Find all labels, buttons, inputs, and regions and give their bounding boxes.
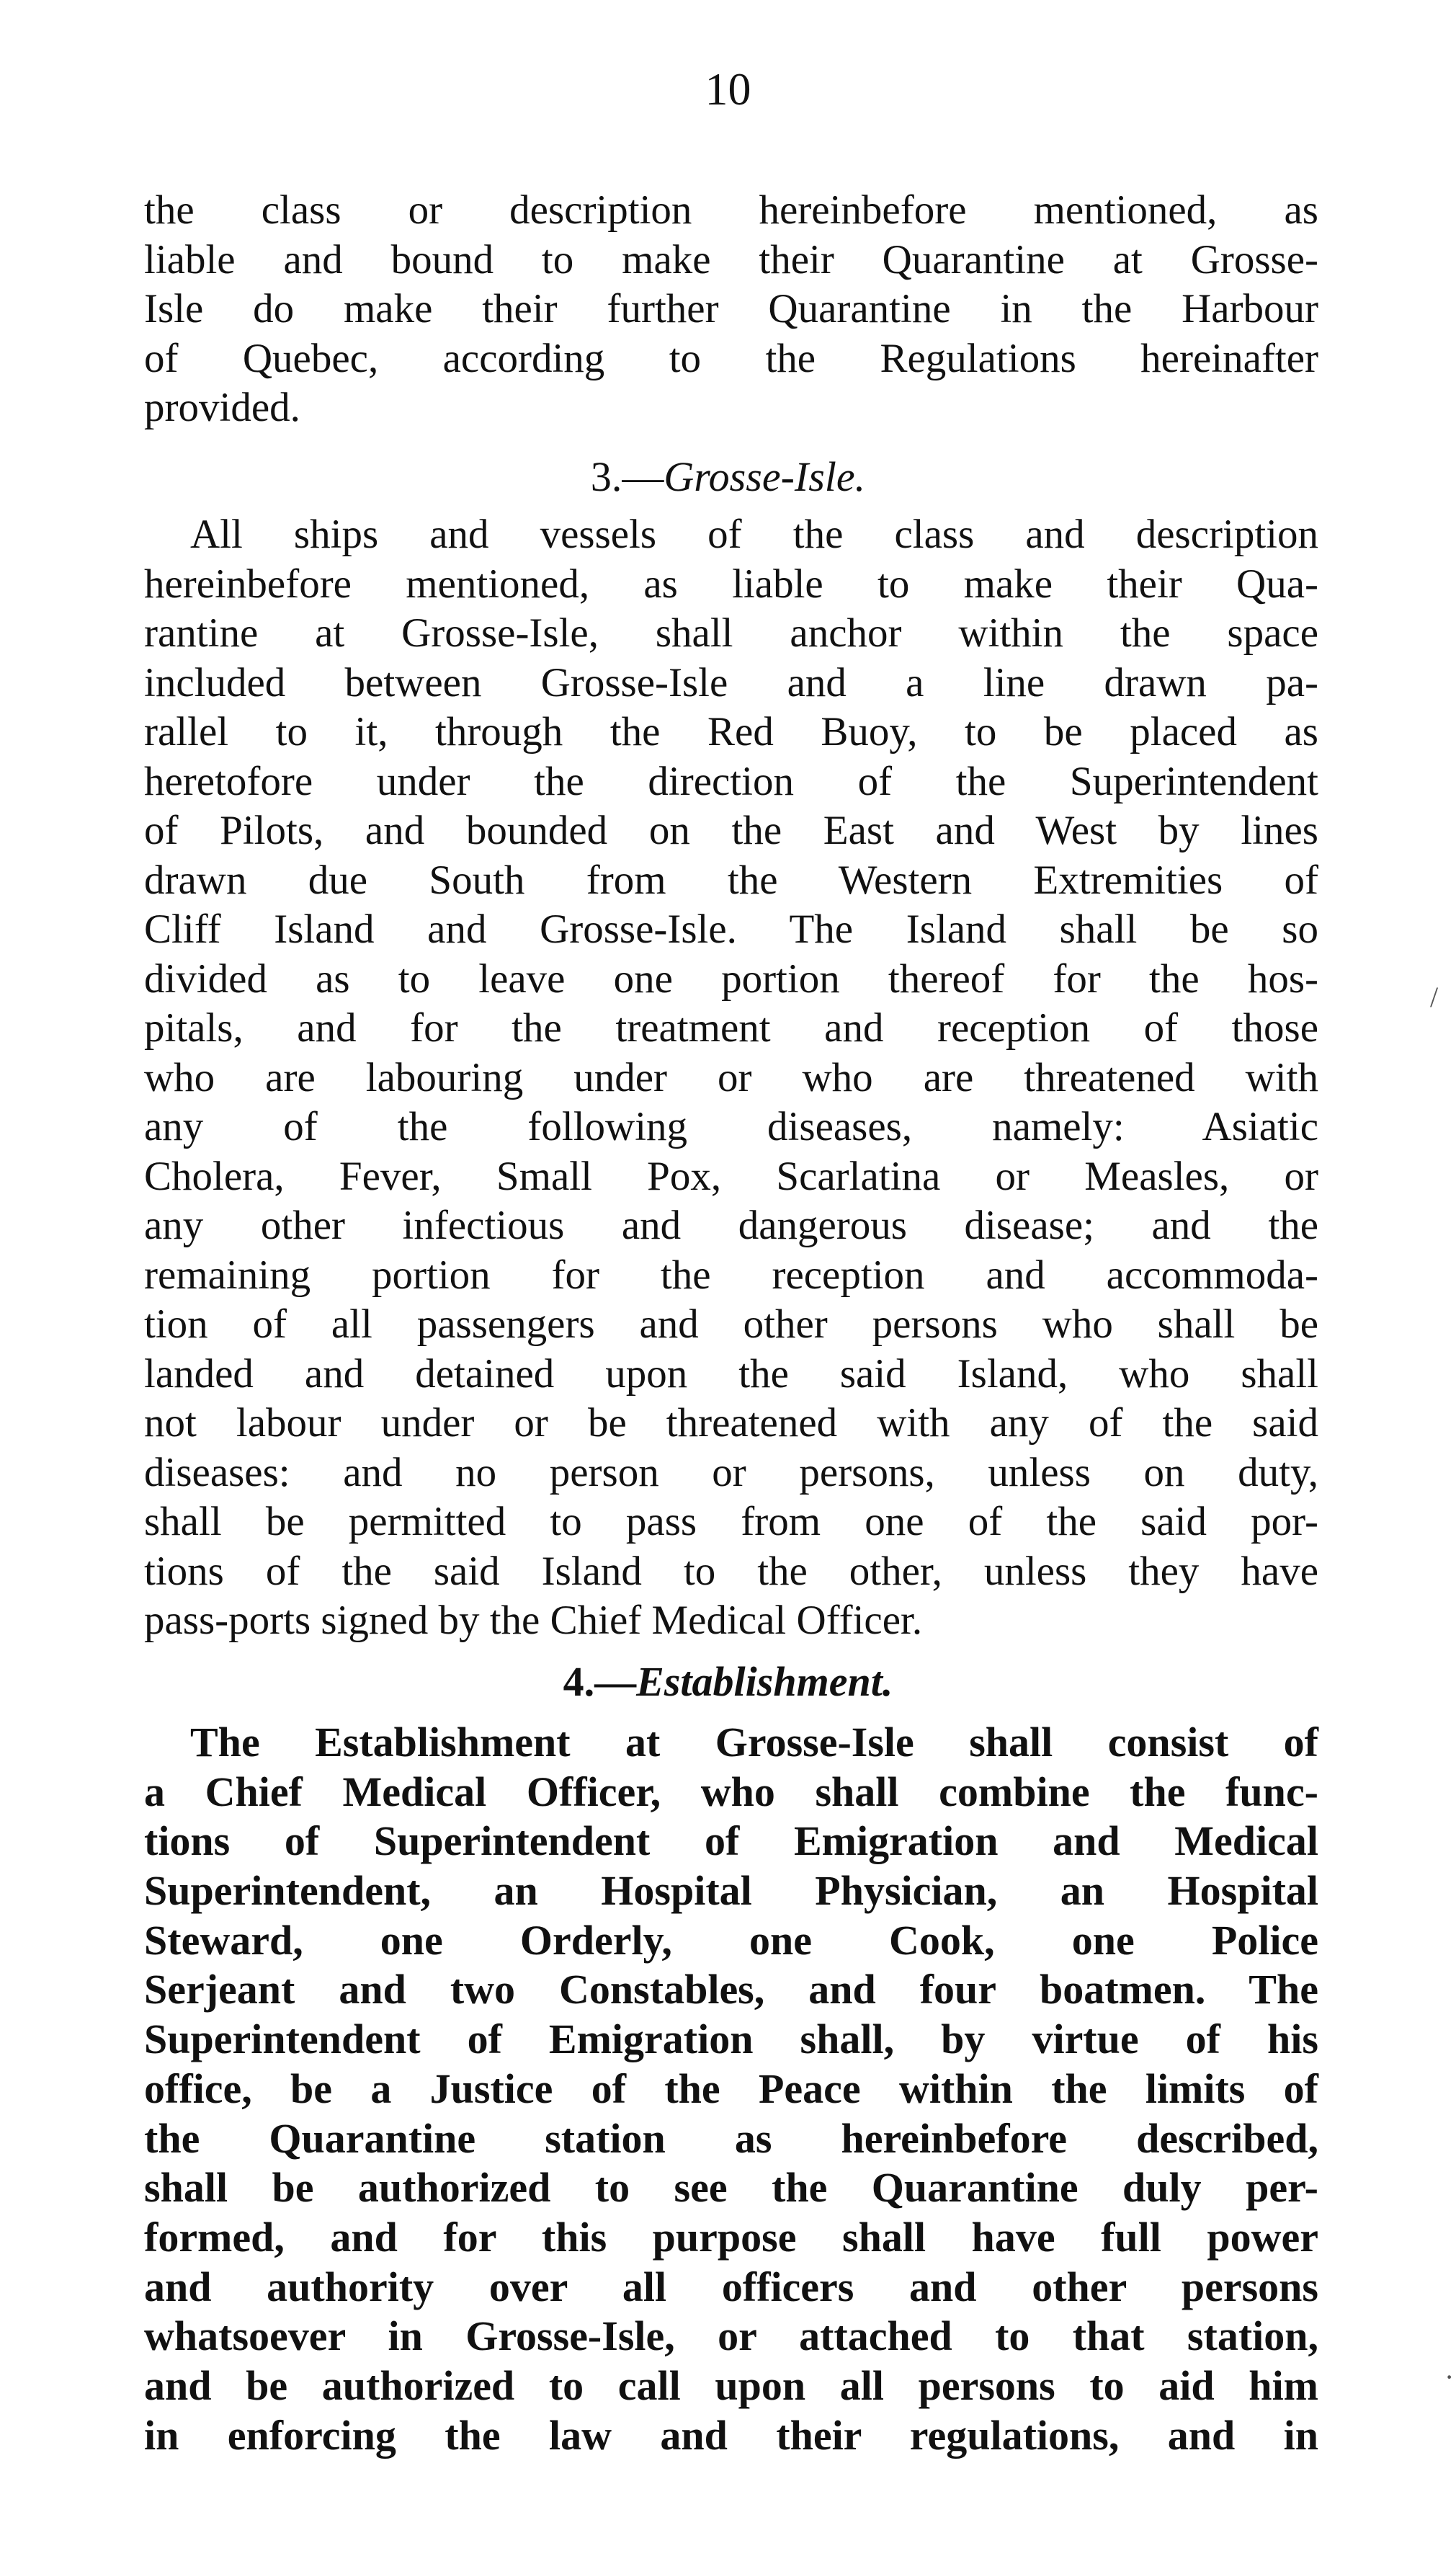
section-title: Establishment. — [636, 1658, 893, 1705]
text-line: Serjeant and two Constables, and four boatmen. The — [144, 1966, 1318, 2013]
paragraph-establishment — [144, 1718, 1318, 2460]
section-number: 3.— — [590, 453, 664, 500]
margin-mark: · — [1444, 2361, 1455, 2393]
text-line: the class or description hereinbefore mentioned, as — [144, 187, 1318, 233]
text-line: not labour under or be threatened with any of the said — [144, 1400, 1318, 1446]
text-line: liable and bound to make their Quarantine at Grosse- — [144, 236, 1318, 282]
text-line: pass-ports signed by the Chief Medical Officer. — [144, 1598, 923, 1643]
text-line: included between Grosse-Isle and a line drawn pa- — [144, 659, 1318, 705]
text-line: in enforcing the law and their regulations, and in — [144, 2411, 1318, 2459]
text-line: shall be authorized to see the Quarantine duly per- — [144, 2164, 1318, 2212]
page-number: 10 — [705, 63, 751, 115]
text-line: rantine at Grosse-Isle, shall anchor within the space — [144, 610, 1318, 656]
text-line: rallel to it, through the Red Buoy, to be placed as — [144, 709, 1318, 754]
paragraph-continuation — [144, 186, 1318, 433]
text-line: any other infectious and dangerous disease; and the — [144, 1203, 1318, 1248]
text-line: heretofore under the direction of the Superintendent — [144, 758, 1318, 804]
text-line: Cliff Island and Grosse-Isle. The Island shall be so — [144, 907, 1318, 952]
text-line: The Establishment at Grosse-Isle shall consist of — [190, 1719, 1318, 1766]
paragraph-grosse-isle — [144, 510, 1318, 1646]
text-line: any of the following diseases, namely: Asiatic — [144, 1104, 1318, 1149]
text-line: pitals, and for the treatment and reception of those — [144, 1005, 1318, 1051]
text-line: tions of the said Island to the other, unless they have — [144, 1548, 1318, 1594]
text-line: hereinbefore mentioned, as liable to make their Qua- — [144, 561, 1318, 607]
text-line: Cholera, Fever, Small Pox, Scarlatina or Measles, or — [144, 1153, 1318, 1199]
section-number: 4.— — [563, 1658, 637, 1705]
text-line: whatsoever in Grosse-Isle, or attached to that station, — [144, 2312, 1318, 2360]
text-line: drawn due South from the Western Extremities of — [144, 857, 1318, 903]
text-line: and authority over all officers and other persons — [144, 2263, 1318, 2310]
text-line: Isle do make their further Quarantine in the Harbour — [144, 286, 1318, 331]
text-line: office, be a Justice of the Peace within the limits of — [144, 2065, 1318, 2112]
text-line: Superintendent of Emigration shall, by virtue of his — [144, 2016, 1318, 2063]
section-heading-grosse-isle — [0, 453, 1456, 502]
text-line: the Quarantine station as hereinbefore described, — [144, 2114, 1318, 2162]
text-line: a Chief Medical Officer, who shall combine the func- — [144, 1768, 1318, 1815]
margin-mark: / — [1430, 981, 1439, 1013]
text-line: remaining portion for the reception and accommoda- — [144, 1252, 1318, 1298]
text-line: divided as to leave one portion thereof for the hos- — [144, 956, 1318, 1002]
text-line: tions of Superintendent of Emigration and Medical — [144, 1817, 1318, 1865]
text-line: formed, and for this purpose shall have full power — [144, 2213, 1318, 2261]
text-line: Steward, one Orderly, one Cook, one Police — [144, 1916, 1318, 1964]
text-line: who are labouring under or who are threatened with — [144, 1054, 1318, 1100]
text-line: Superintendent, an Hospital Physician, an Hospital — [144, 1867, 1318, 1915]
text-line: provided. — [144, 385, 300, 430]
section-heading-establishment — [0, 1657, 1456, 1706]
text-line: shall be permitted to pass from one of the said por- — [144, 1499, 1318, 1544]
text-line: All ships and vessels of the class and description — [190, 512, 1318, 557]
text-line: landed and detained upon the said Island, who shall — [144, 1350, 1318, 1397]
text-line: and be authorized to call upon all persons to aid him — [144, 2361, 1318, 2409]
text-line: diseases: and no person or persons, unless on duty, — [144, 1449, 1318, 1495]
text-line: tion of all passengers and other persons who shall be — [144, 1301, 1318, 1347]
section-title: Grosse-Isle. — [664, 453, 866, 500]
text-line: of Quebec, according to the Regulations hereinafter — [144, 335, 1318, 381]
text-line: of Pilots, and bounded on the East and West by lines — [144, 808, 1318, 853]
